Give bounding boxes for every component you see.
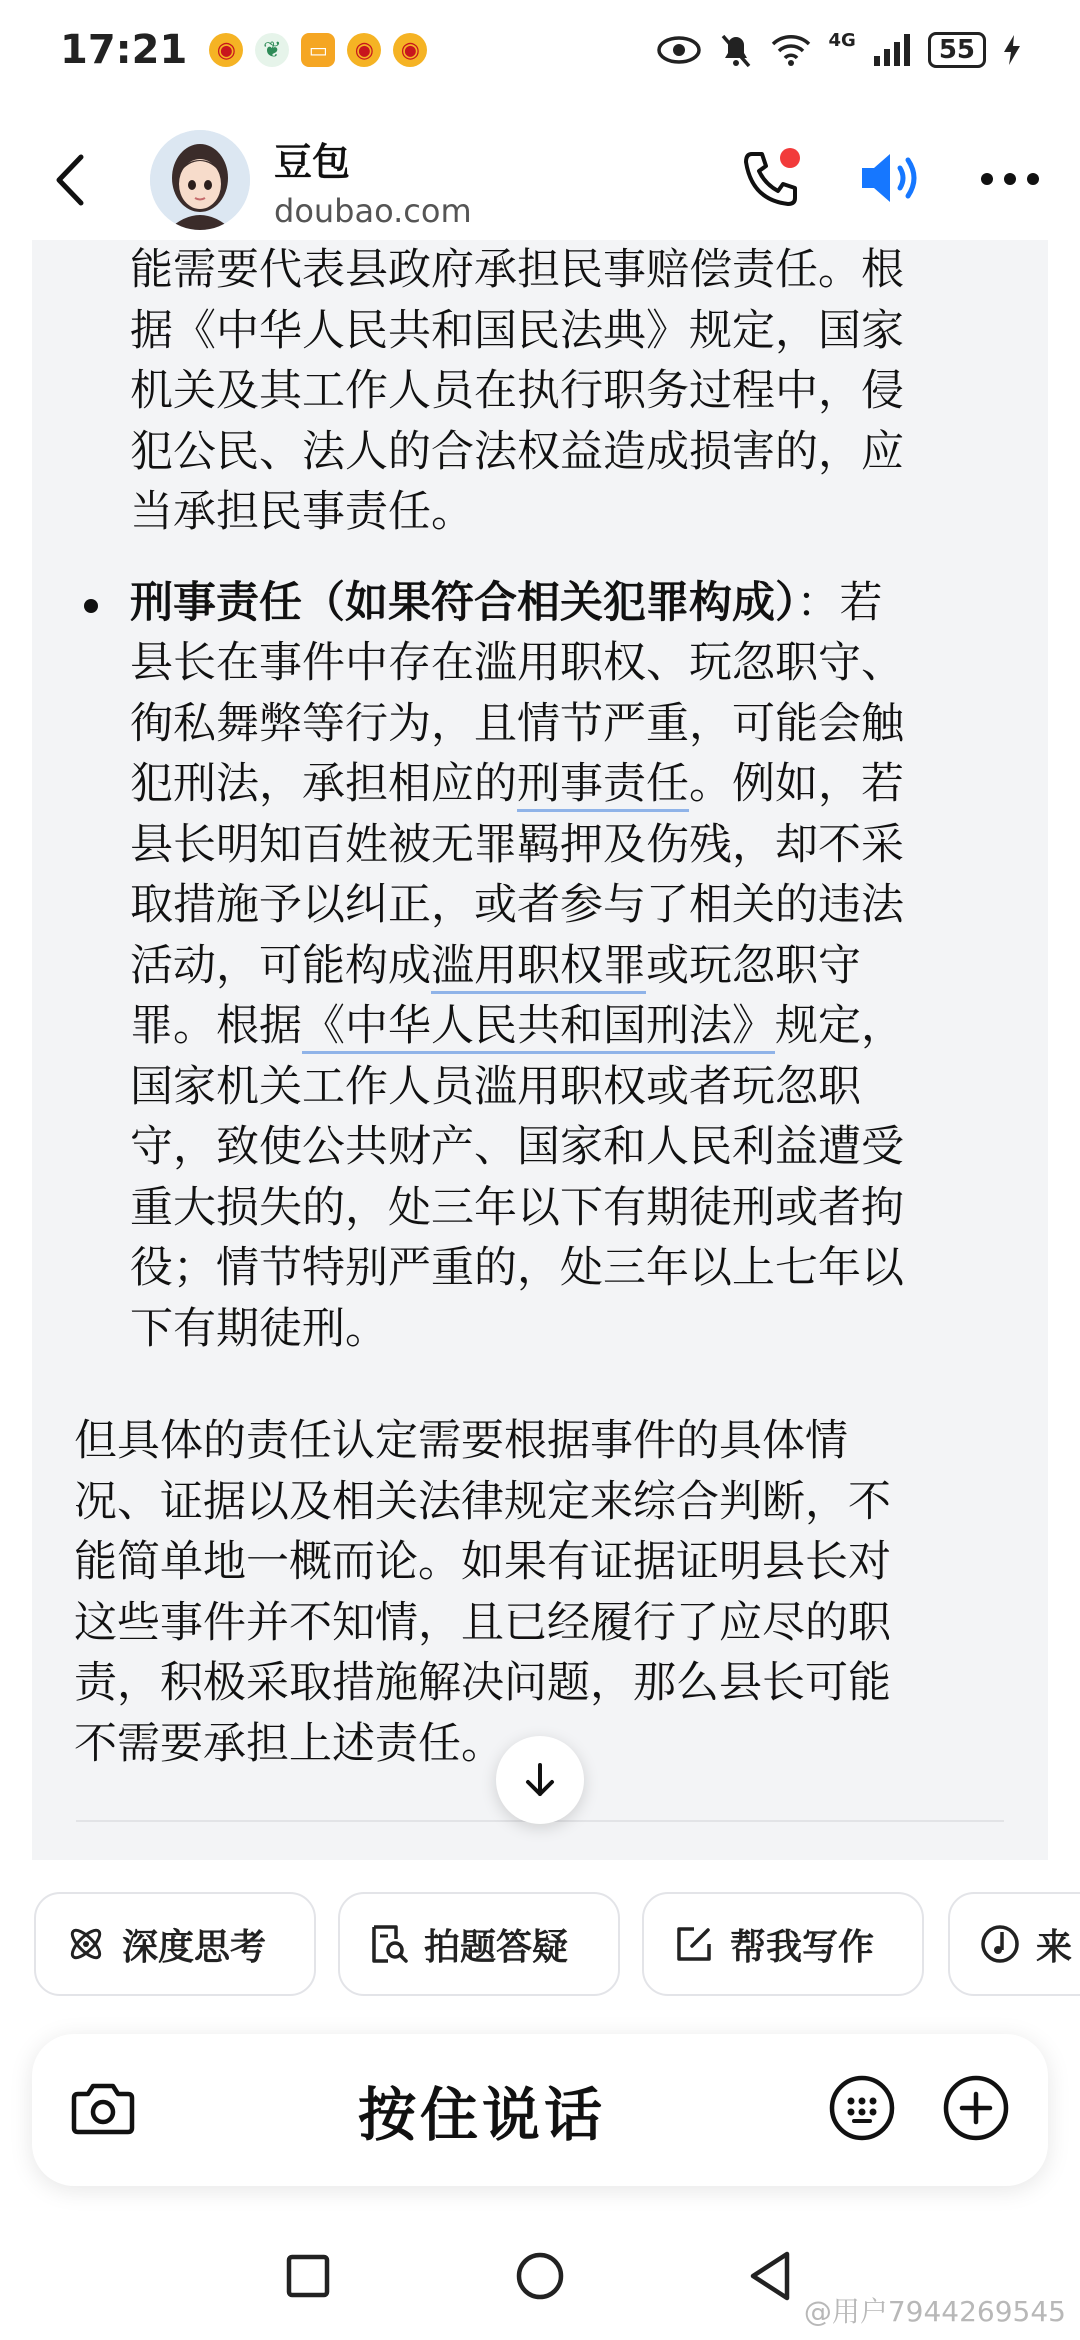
status-time: 17:21 <box>60 27 188 73</box>
term-link-criminal-liability[interactable]: 刑事责任 <box>517 759 689 812</box>
weibo-icon: ◉ <box>347 33 381 67</box>
input-bar <box>32 2034 1048 2186</box>
keyboard-button[interactable] <box>828 2074 896 2146</box>
text-span: 规定， <box>775 1001 904 1051</box>
quick-actions <box>0 1892 1080 2000</box>
speaker-icon <box>858 148 924 208</box>
text-line: 不需要承担上述责任。 <box>74 1718 504 1769</box>
text-line: 国家机关工作人员滥用职权或者玩忽职 <box>130 1061 861 1112</box>
back-button[interactable] <box>40 140 100 220</box>
square-icon <box>285 2253 331 2299</box>
notification-dot <box>780 148 800 168</box>
more-button[interactable] <box>980 171 1040 190</box>
input-actions <box>828 2074 1010 2146</box>
civil-liability-paragraph <box>74 240 1006 543</box>
triangle-back-icon <box>747 2250 793 2302</box>
arrow-down-icon <box>524 1762 556 1798</box>
text-line: 况、证据以及相关法律规定来综合判断，不 <box>74 1476 891 1527</box>
text-span: 或玩忽职守 <box>646 940 861 991</box>
text-line <box>130 996 1006 1057</box>
leaf-icon: ❦ <box>255 33 289 67</box>
text-line: 当承担民事责任。 <box>130 487 474 537</box>
back-nav-button[interactable] <box>740 2246 800 2306</box>
watermark: @用户7944269545 <box>803 2295 1066 2328</box>
system-status <box>657 29 1021 68</box>
signal-icon <box>874 34 910 66</box>
message-text <box>32 240 1048 1774</box>
camera-icon <box>70 2080 136 2136</box>
bullet-colon: ：若 <box>796 577 883 628</box>
notification-icons <box>209 33 427 67</box>
more-icon <box>980 172 1040 186</box>
charging-icon <box>1004 35 1020 65</box>
circle-icon <box>514 2250 566 2302</box>
text-span: 罪。根据 <box>130 1001 302 1051</box>
chip-photo-question[interactable] <box>338 1892 620 1996</box>
criminal-liability-bullet <box>74 573 1006 1360</box>
call-button[interactable] <box>738 148 802 212</box>
text-line: 犯公民、法人的合法权益造成损害的，应 <box>130 426 904 477</box>
text-line <box>130 936 1006 997</box>
chip-label: 帮我写作 <box>730 1926 875 1968</box>
text-line: 县长明知百姓被无罪羁押及伤残，却不采 <box>130 819 904 870</box>
conclusion-paragraph <box>74 1411 1006 1774</box>
recents-button[interactable] <box>278 2246 338 2306</box>
text-line: 责，积极采取措施解决问题，那么县长可能 <box>74 1658 891 1708</box>
chip-label: 拍题答疑 <box>424 1926 569 1968</box>
hold-to-talk-button[interactable]: 按住说话 <box>357 2081 606 2149</box>
wifi-icon <box>771 34 811 66</box>
bot-site: doubao.com <box>274 191 472 230</box>
chip-help-me-write[interactable] <box>642 1892 924 1996</box>
eye-icon <box>657 35 701 65</box>
keyboard-dots-icon <box>828 2074 896 2142</box>
text-line: 县长在事件中存在滥用职权、玩忽职守、 <box>130 638 904 688</box>
message-icon: ▭ <box>301 33 335 67</box>
text-line: 这些事件并不知情，且已经履行了应尽的职 <box>74 1597 891 1648</box>
text-line: 役；情节特别严重的，处三年以上七年以 <box>130 1243 904 1293</box>
text-line: 守，致使公共财产、国家和人民利益遭受 <box>130 1122 904 1172</box>
chevron-left-icon <box>55 153 85 207</box>
doc-search-icon <box>370 1923 408 1965</box>
chip-deep-thinking[interactable] <box>34 1892 316 1996</box>
music-icon <box>980 1924 1020 1964</box>
term-link-abuse-of-power[interactable]: 滥用职权罪 <box>431 941 646 994</box>
text-span: 。例如，若 <box>689 759 904 809</box>
battery-level: 55 <box>928 32 986 68</box>
add-button[interactable] <box>942 2074 1010 2146</box>
text-span: 活动，可能构成 <box>130 940 431 991</box>
camera-button[interactable] <box>70 2080 136 2140</box>
status-bar <box>0 0 1080 100</box>
bullet-dot <box>84 599 98 613</box>
weibo-icon: ◉ <box>393 33 427 67</box>
atom-icon <box>66 1924 106 1964</box>
text-line: 徇私舞弊等行为，且情节严重，可能会触 <box>130 698 904 749</box>
bell-muted-icon <box>719 32 753 68</box>
network-type: 4G <box>828 29 856 51</box>
chip-label: 来 <box>1036 1926 1073 1968</box>
text-span: 犯刑法，承担相应的 <box>130 759 517 809</box>
plus-circle-icon <box>942 2074 1010 2142</box>
chip-more[interactable] <box>948 1892 1080 1996</box>
text-line <box>130 573 1006 634</box>
text-line: 取措施予以纠正，或者参与了相关的违法 <box>130 880 904 930</box>
avatar-girl-icon <box>150 130 250 230</box>
header-actions <box>738 148 1040 212</box>
term-link-criminal-law[interactable]: 《中华人民共和国刑法》 <box>302 1001 775 1054</box>
chip-label: 深度思考 <box>122 1926 267 1968</box>
text-line <box>130 754 1006 815</box>
text-line: 能简单地一概而论。如果有证据证明县长对 <box>74 1537 891 1587</box>
edit-icon <box>674 1924 714 1964</box>
home-button[interactable] <box>510 2246 570 2306</box>
scroll-to-bottom-button[interactable] <box>496 1736 584 1824</box>
weibo-icon: ◉ <box>209 33 243 67</box>
bot-info <box>274 131 472 230</box>
text-line: 重大损失的，处三年以下有期徒刑或者拘 <box>130 1182 904 1233</box>
bot-message-card <box>32 240 1048 1860</box>
speaker-button[interactable] <box>858 148 924 212</box>
bot-avatar[interactable] <box>150 130 250 230</box>
text-line: 据《中华人民共和国民法典》规定，国家 <box>130 305 904 356</box>
system-nav-bar <box>0 2230 1080 2340</box>
text-line: 能需要代表县政府承担民事赔偿责任。根 <box>130 245 904 295</box>
bullet-title: 刑事责任（如果符合相关犯罪构成） <box>130 577 797 628</box>
text-line: 下有期徒刑。 <box>130 1303 388 1354</box>
bot-name: 豆包 <box>274 139 351 184</box>
text-line: 机关及其工作人员在执行职务过程中，侵 <box>130 366 904 416</box>
text-line: 但具体的责任认定需要根据事件的具体情 <box>74 1416 848 1466</box>
chat-header <box>0 110 1080 250</box>
